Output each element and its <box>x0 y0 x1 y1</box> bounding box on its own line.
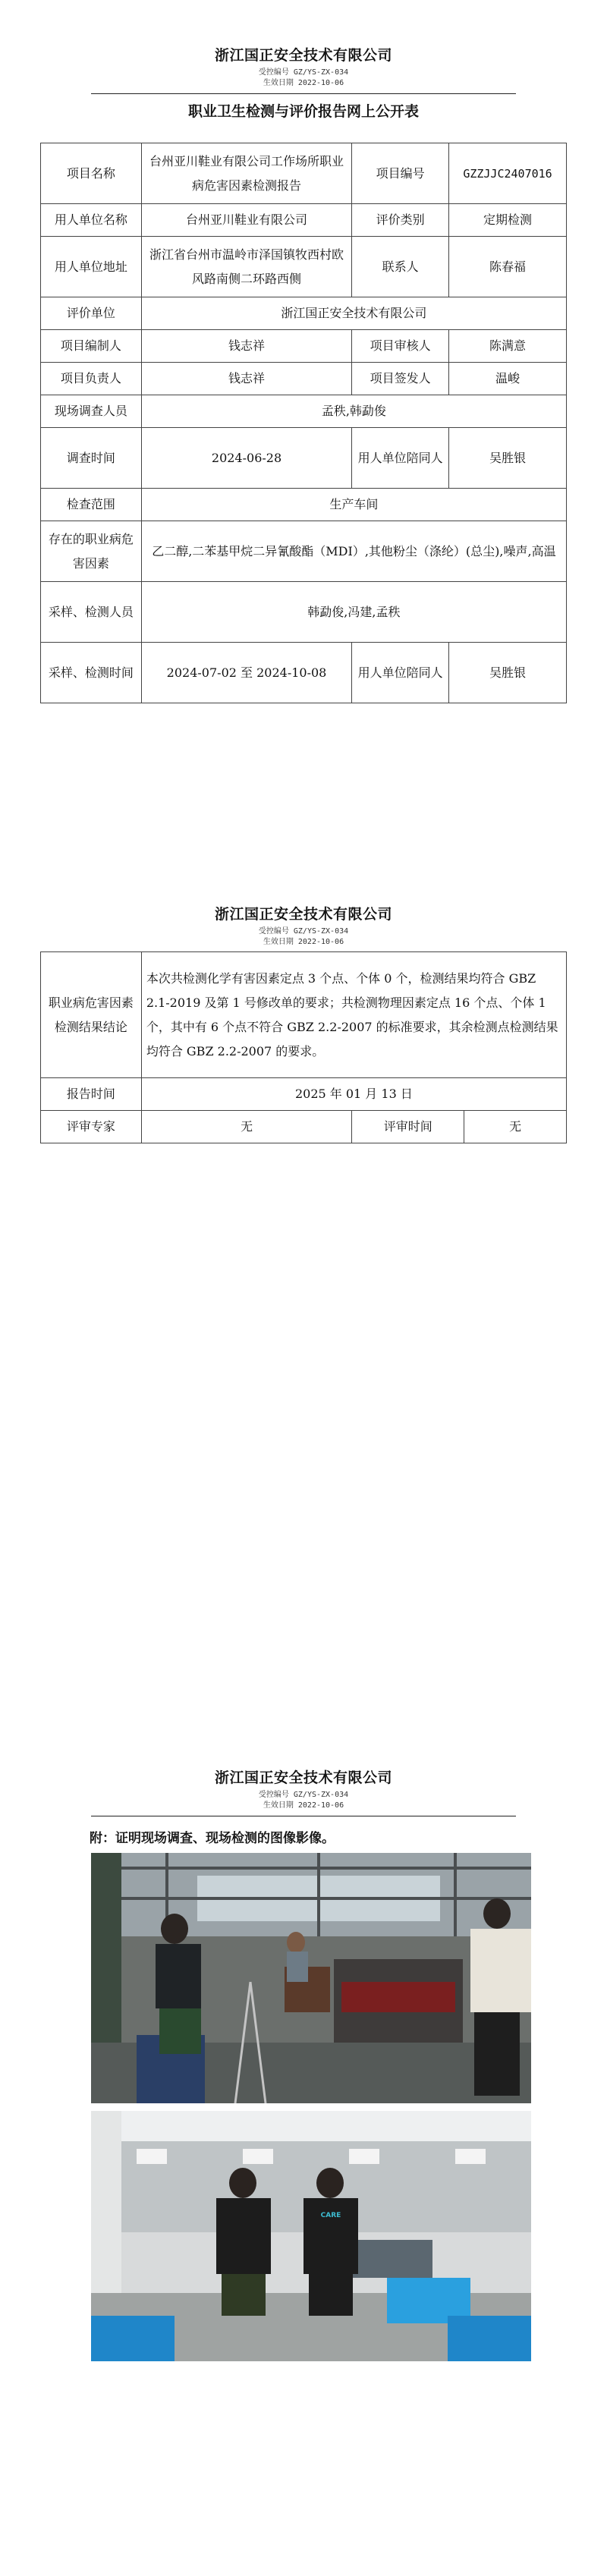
control-number: 受控编号 GZ/YS-ZX-034 <box>258 927 349 936</box>
table-row <box>41 521 567 582</box>
accompany-label: 用人单位陪同人 <box>352 428 449 489</box>
company-name: 浙江国正安全技术有限公司 <box>214 1769 392 1786</box>
effective-date: 生效日期 2022-10-06 <box>263 938 344 946</box>
report-time-label: 报告时间 <box>41 1078 142 1111</box>
page-1 <box>0 0 607 903</box>
accompany-value: 吴胜银 <box>449 643 567 703</box>
leader-value: 钱志祥 <box>141 363 351 395</box>
expert-value: 无 <box>141 1111 352 1143</box>
header-divider <box>91 93 516 94</box>
samplers-label: 采样、检测人员 <box>41 582 142 643</box>
review-time-label: 评审时间 <box>352 1111 464 1143</box>
disclosure-table <box>40 143 567 703</box>
survey-time-value: 2024-06-28 <box>141 428 351 489</box>
table-row <box>41 582 567 643</box>
shirt-text: CARE <box>320 2212 341 2219</box>
site-survey-photo <box>91 1853 531 2103</box>
hazards-value: 乙二醇,二苯基甲烷二异氰酸酯（MDI）,其他粉尘（涤纶）(总尘),噪声,高温 <box>141 521 566 582</box>
hazards-label: 存在的职业病危害因素 <box>41 521 142 582</box>
company-name: 浙江国正安全技术有限公司 <box>214 906 392 923</box>
company-name: 浙江国正安全技术有限公司 <box>214 47 392 64</box>
workers-group-illustration <box>91 2111 531 2361</box>
table-row <box>41 330 567 363</box>
issuer-value: 温峻 <box>449 363 567 395</box>
conclusion-label: 职业病危害因素检测结果结论 <box>41 952 142 1078</box>
compiler-value: 钱志祥 <box>141 330 351 363</box>
contact-value: 陈春福 <box>449 237 567 297</box>
table-row <box>41 1078 567 1111</box>
survey-time-label: 调查时间 <box>41 428 142 489</box>
table-row <box>41 143 567 204</box>
table-row <box>41 237 567 297</box>
address-label: 用人单位地址 <box>41 237 142 297</box>
page-title: 职业卫生检测与评价报告网上公开表 <box>187 103 419 120</box>
factory-scene-illustration <box>91 1853 531 2103</box>
scope-value: 生产车间 <box>141 489 566 521</box>
compiler-label: 项目编制人 <box>41 330 142 363</box>
table-row <box>41 489 567 521</box>
project-name-label: 项目名称 <box>41 143 142 204</box>
issuer-label: 项目签发人 <box>352 363 449 395</box>
table-row <box>41 204 567 237</box>
scope-label: 检查范围 <box>41 489 142 521</box>
project-no-value: GZZJJC2407016 <box>449 143 567 204</box>
sample-time-label: 采样、检测时间 <box>41 643 142 703</box>
page-header <box>0 44 607 94</box>
table-row <box>41 363 567 395</box>
accompany-value: 吴胜银 <box>449 428 567 489</box>
investigators-value: 孟秩,韩勐俊 <box>141 395 566 428</box>
samplers-value: 韩勐俊,冯建,孟秩 <box>141 582 566 643</box>
investigators-label: 现场调查人员 <box>41 395 142 428</box>
effective-date: 生效日期 2022-10-06 <box>263 1801 344 1810</box>
reviewer-label: 项目审核人 <box>352 330 449 363</box>
eval-unit-value: 浙江国正安全技术有限公司 <box>141 297 566 330</box>
conclusion-value: 本次共检测化学有害因素定点 3 个点、个体 0 个，检测结果均符合 GBZ 2.1-2019 及第 1 号修改单的要求；共检测物理因素定点 16 个点、个体 1 个，其中有 6 个点不符合 GBZ 2.2-2007 的标准要求，其余检测点检测结果均符合 GBZ 2.2-2007 的要求。 <box>141 952 566 1078</box>
page-header <box>0 1766 607 1816</box>
reviewer-value: 陈满意 <box>449 330 567 363</box>
accompany-label: 用人单位陪同人 <box>352 643 449 703</box>
page-3 <box>0 1760 607 2576</box>
eval-type-value: 定期检测 <box>449 204 567 237</box>
expert-label: 评审专家 <box>41 1111 142 1143</box>
page-header <box>0 903 607 948</box>
page-2 <box>0 903 607 1760</box>
review-time-value: 无 <box>464 1111 567 1143</box>
table-row <box>41 643 567 703</box>
conclusion-table <box>40 951 567 1143</box>
employer-label: 用人单位名称 <box>41 204 142 237</box>
eval-unit-label: 评价单位 <box>41 297 142 330</box>
effective-date: 生效日期 2022-10-06 <box>263 79 344 87</box>
table-row <box>41 395 567 428</box>
eval-type-label: 评价类别 <box>352 204 449 237</box>
table-row <box>41 1111 567 1143</box>
control-number: 受控编号 GZ/YS-ZX-034 <box>258 68 349 77</box>
leader-label: 项目负责人 <box>41 363 142 395</box>
employer-value: 台州亚川鞋业有限公司 <box>141 204 351 237</box>
sample-time-value: 2024-07-02 至 2024-10-08 <box>141 643 351 703</box>
control-number: 受控编号 GZ/YS-ZX-034 <box>258 1791 349 1799</box>
contact-label: 联系人 <box>352 237 449 297</box>
table-row <box>41 297 567 330</box>
table-row <box>41 428 567 489</box>
site-testing-photo <box>91 2111 531 2361</box>
attachment-note: 附：证明现场调查、现场检测的图像影像。 <box>90 1831 335 1846</box>
table-row <box>41 952 567 1078</box>
address-value: 浙江省台州市温岭市泽国镇牧西村欧风路南侧二环路西侧 <box>141 237 351 297</box>
report-time-value: 2025 年 01 月 13 日 <box>141 1078 566 1111</box>
project-no-label: 项目编号 <box>352 143 449 204</box>
project-name-value: 台州亚川鞋业有限公司工作场所职业病危害因素检测报告 <box>141 143 351 204</box>
